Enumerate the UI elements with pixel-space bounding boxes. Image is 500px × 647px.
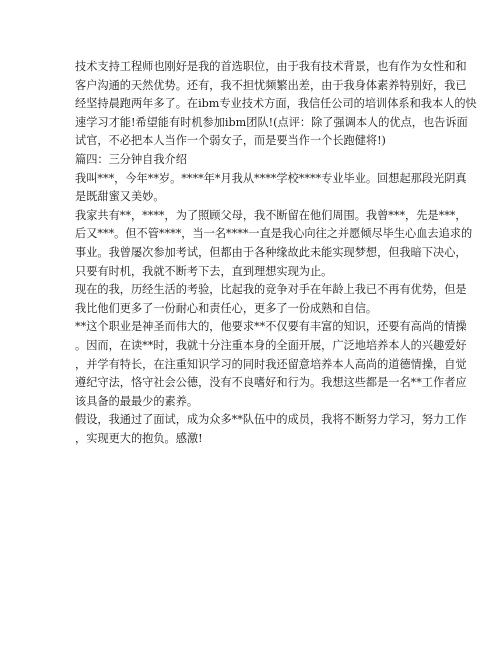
text-line-14: 我比他们更多了一份耐心和责任心，更多了一份成熟和自信。 (75, 301, 378, 315)
text-line-8: 是既甜蜜又美妙。 (75, 190, 165, 204)
text-line-7: 我叫***，今年**岁。****年*月我从****学校****专业毕业。回想起那段光阴真 (75, 171, 467, 185)
text-line-11: 事业。我曾屡次参加考试，但都由于各种缘故此未能实现梦想，但我暗下决心， (75, 245, 467, 259)
text-line-21: ，实现更大的抱负。感激! (75, 431, 203, 445)
section-heading: 篇四：三分钟自我介绍 (75, 152, 187, 166)
text-line-17: ，并学有特长，在注重知识学习的同时我还留意培养本人高尚的道德情操，自觉 (75, 357, 467, 371)
text-line-16: 。因而，在读**时，我就十分注重本身的全面开展，广泛地培养本人的兴趣爱好 (75, 338, 467, 352)
document-page (75, 58, 477, 448)
text-line-13: 现在的我，历经生活的考验，比起我的竞争对手在年龄上我已不再有优势，但是 (75, 283, 467, 297)
text-line-2: 客户沟通的天然优势。还有，我不担忧频繁出差，由于我身体素养特别好，我已 (75, 78, 467, 92)
text-line-4: 速学习才能!希望能有时机参加ibm团队!(点评：除了强调本人的优点，也告诉面 (75, 115, 468, 129)
text-line-10: 后又***。但不管****，当一名****一直是我心向往之并愿倾尽毕生心血去追求的 (75, 227, 473, 241)
text-line-15: **这个职业是神圣而伟大的，他要求**不仅要有丰富的知识，还要有高尚的情操 (75, 320, 467, 334)
text-line-3: 经坚持晨跑两年多了。在ibm专业技术方面，我信任公司的培训体系和我本人的快 (75, 97, 477, 111)
text-line-18: 遵纪守法，恪守社会公德，没有不良嗜好和行为。我想这些都是一名**工作者应 (75, 376, 467, 390)
text-line-19: 该具备的最最少的素养。 (75, 394, 199, 408)
text-line-9: 我家共有**，****，为了照顾父母，我不断留在他们周围。我曾***，先是***， (75, 208, 467, 222)
text-line-12: 只要有时机，我就不断考下去，直到理想实现为止。 (75, 264, 333, 278)
text-line-20: 假设，我通过了面试，成为众多**队伍中的成员，我将不断努力学习，努力工作 (75, 413, 467, 427)
text-line-5: 试官，不必把本人当作一个弱女子，而是要当作一个长跑健将!) (75, 134, 386, 148)
text-line-1: 技术支持工程师也刚好是我的首选职位，由于我有技术背景，也有作为女性和和 (75, 60, 467, 73)
